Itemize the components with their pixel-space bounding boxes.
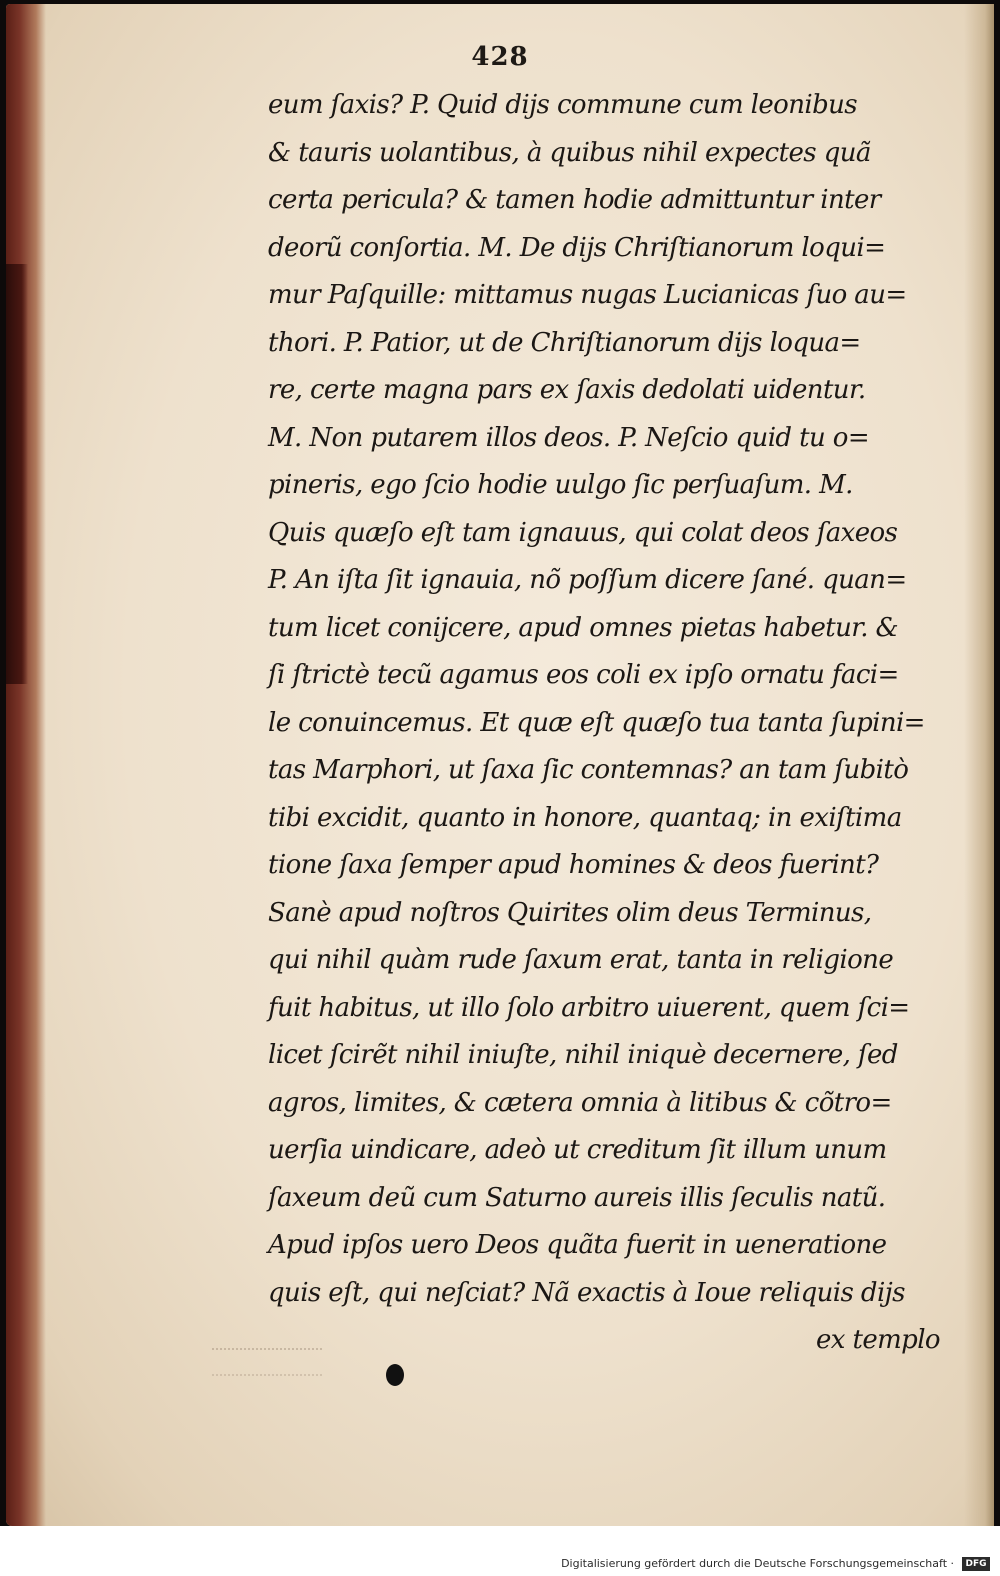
page-number: 428 [471, 42, 529, 72]
text-line: P. An iſta ſit ignauia, nõ poſſum dicere ſané. quan= [268, 565, 907, 595]
page-spine-shadow [6, 4, 46, 1526]
text-line: deorũ conſortia. M. De dijs Chriſtianorum loqui= [268, 232, 886, 263]
text-line: Sanè apud noſtros Quirites olim deus Terminus, [268, 897, 872, 928]
text-line: tibi excidit, quanto in honore, quantaq; in exiſtima [268, 802, 902, 833]
text-line: thori. P. Patior, ut de Chriſtianorum dijs loqua= [268, 327, 861, 358]
text-line: & tauris uolantibus, à quibus nihil expectes quã [268, 137, 871, 168]
text-line: tas Marphori, ut ſaxa ſic contemnas? an tam ſubitò [268, 755, 909, 785]
text-line: agros, limites, & cætera omnia à litibus & cõtro= [268, 1087, 892, 1118]
funding-credit: Digitalisierung gefördert durch die Deutsche Forschungsgemeinschaft · [561, 1557, 954, 1570]
catchword: ex templo [815, 1325, 940, 1355]
body-text [268, 82, 968, 1365]
text-line: Apud ipſos uero Deos quãta fuerit in ueneratione [268, 1230, 887, 1260]
text-line: pineris, ego ſcio hodie uulgo ſic perſuaſum. M. [268, 470, 853, 500]
faded-ink-mark [212, 1348, 322, 1376]
text-line: fuit habitus, ut illo ſolo arbitro uiuerent, quem ſci= [268, 992, 910, 1023]
binding-edge [6, 264, 28, 684]
text-line: ſi ſtrictè tecũ agamus eos coli ex ipſo ornatu faci= [268, 660, 899, 690]
text-line: licet ſcirẽt nihil iniuſte, nihil iniquè decernere, ſed [268, 1040, 898, 1070]
text-line: ſaxeum deũ cum Saturno aureis illis ſeculis natũ. [268, 1182, 886, 1213]
text-line: mur Paſquille: mittamus nugas Lucianicas ſuo au= [268, 280, 907, 310]
digitization-footer [0, 1526, 1000, 1576]
text-line: quis eſt, qui neſciat? Nã exactis à Ioue reliquis dijs [268, 1277, 905, 1308]
text-line: tione ſaxa ſemper apud homines & deos fuerint? [268, 850, 879, 880]
text-line: uerſia uindicare, adeò ut creditum ſit illum unum [268, 1135, 887, 1165]
dfg-logo-icon: DFG [962, 1557, 990, 1571]
text-line: Quis quæſo eſt tam ignauus, qui colat deos ſaxeos [268, 517, 898, 548]
ink-blot [386, 1364, 404, 1386]
text-line: tum licet conijcere, apud omnes pietas habetur. & [268, 612, 899, 643]
text-line: re, certe magna pars ex ſaxis dedolati uidentur. [268, 375, 866, 405]
page-edge-shadow [964, 4, 994, 1526]
text-line: M. Non putarem illos deos. P. Neſcio quid tu o= [268, 422, 870, 453]
text-line: certa pericula? & tamen hodie admittuntur inter [268, 185, 881, 215]
text-line: qui nihil quàm rude ſaxum erat, tanta in religione [268, 945, 894, 975]
text-line: le conuincemus. Et quæ eſt quæſo tua tanta ſupini= [268, 707, 925, 738]
text-line: eum ſaxis? P. Quid dijs commune cum leonibus [268, 90, 858, 120]
